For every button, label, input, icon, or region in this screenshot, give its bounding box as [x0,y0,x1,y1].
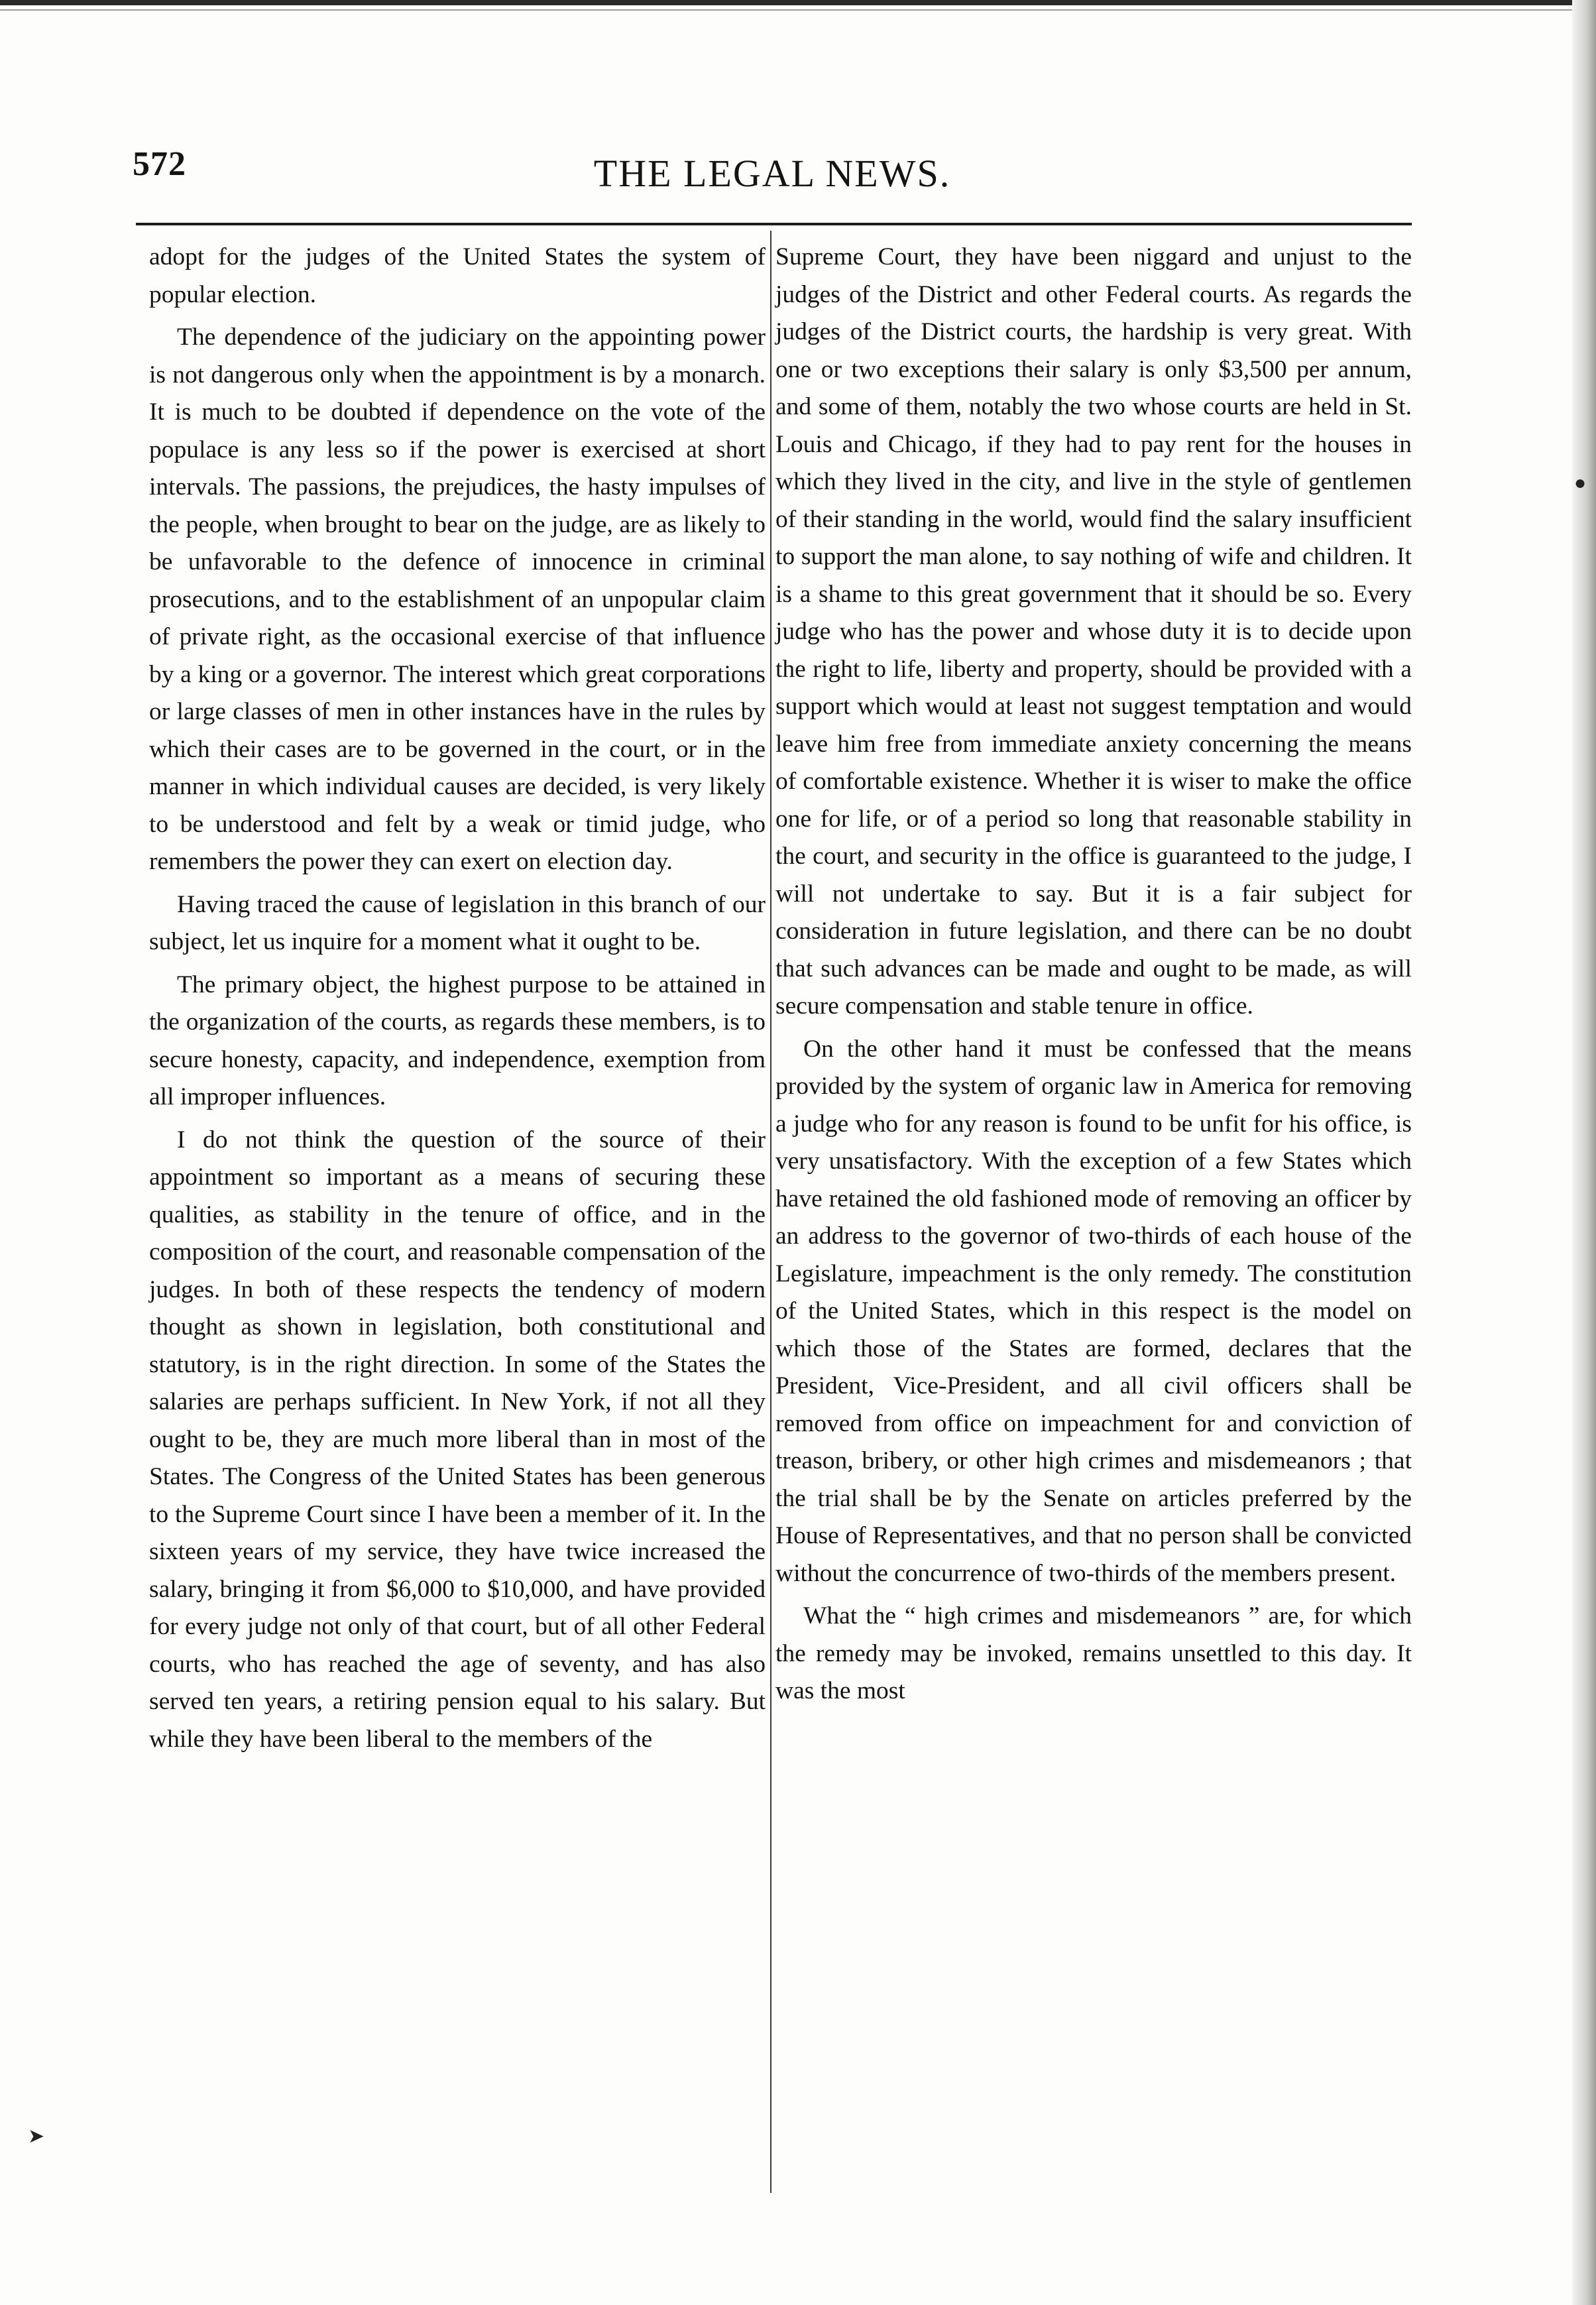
paragraph: Supreme Court, they have been niggard and unjust to the judges of the District and other Federal courts. As regards the judges of the District courts, the hardship is very great. With one or two exceptions their salary is only $3,500 per annum, and some of them, notably the two whose courts are held in St. Louis and Chicago, if they had to pay rent for the houses in which they lived in the city, and live in the style of gentlemen of their standing in the world, would find the salary insufficient to support the man alone, to say nothing of wife and children. It is a shame to this great government that it should be so. Every judge who has the power and whose duty it is to decide upon the right to life, liberty and property, should be provided with a support which would at least not suggest temptation and would leave him free from immediate anxiety concerning the means of comfortable existence. Whether it is wiser to make the office one for life, or of a period so long that reasonable stability in the court, and security in the office is guaranteed to the judge, I will not undertake to say. But it is a fair subject for consideration in future legislation, and there can be no doubt that such advances can be made and ought to be made, as will secure compensation and stable tenure in office. [775,243,1412,1020]
paragraph: adopt for the judges of the United States the system of popular election. [149,243,766,308]
header-rule [136,223,1412,225]
page-header [133,145,1412,204]
column-divider [770,231,771,2193]
page-number: 572 [133,145,186,183]
left-column [149,239,766,1763]
paragraph: I do not think the question of the source of their appointment so important as a means of securing these qualities, as stability in the tenure of office, and in the composition of the court, and reasonable compensation of the judges. In both of these respects the tendency of modern thought as shown in legislation, both constitutional and statutory, is in the right direction. In some of the States the salaries are perhaps sufficient. In New York, if not all they ought to be, they are much more liberal than in most of the States. The Congress of the United States has been generous to the Supreme Court since I have been a member of it. In the sixteen years of my service, they have twice increased the salary, bringing it from $6,000 to $10,000, and have provided for every judge not only of that court, but of all other Federal courts, who has reached the age of seventy, and has also served ten years, a retiring pension equal to his salary. But while they have been liberal to the members of the [149,1126,766,1753]
paragraph: What the “ high crimes and misdemeanors ” are, for which the remedy may be invoked, remains unsettled to this day. It was the most [775,1602,1412,1704]
paragraph: The dependence of the judiciary on the appointing power is not dangerous only when the appointment is by a monarch. It is much to be doubted if dependence on the vote of the populace is any less so if the power is exercised at short intervals. The passions, the prejudices, the hasty impulses of the people, when brought to bear on the judge, are as likely to be unfavorable to the defence of innocence in criminal prosecutions, and to the establishment of an unpopular claim of private right, as the occasional exercise of that influence by a king or a governor. The interest which great corporations or large classes of men in other instances have in the rules by which their cases are to be governed in the court, or in the manner in which individual causes are decided, is very likely to be understood and felt by a weak or timid judge, who remembers the power they can exert on election day. [149,324,766,875]
paragraph: The primary object, the highest purpose to be attained in the organization of the courts, as regards these members, is to secure honesty, capacity, and independence, exemption from all improper influences. [149,971,766,1110]
running-title: THE LEGAL NEWS. [593,152,951,195]
top-border-rule-thin [0,9,1596,11]
right-column [775,239,1412,1716]
page-edge-shadow [1572,0,1596,2305]
top-border-rule [0,0,1596,5]
margin-mark: ● [1574,472,1587,494]
paragraph: On the other hand it must be confessed that the means provided by the system of organic law in America for removing a judge who for any reason is found to be unfit for his office, is very unsatisfactory. With the exception of a few States which have retained the old fashioned mode of removing an officer by an address to the governor of two-thirds of each house of the Legislature, impeachment is the only remedy. The constitution of the United States, which in this respect is the model on which those of the States are formed, declares that the President, Vice-President, and all civil officers shall be removed from office on impeachment for and conviction of treason, bribery, or other high crimes and misdemeanors ; that the trial shall be by the Senate on articles preferred by the House of Representatives, and that no person shall be convicted without the concurrence of two-thirds of the members present. [775,1035,1412,1587]
paragraph: Having traced the cause of legislation in this branch of our subject, let us inquire for a moment what it ought to be. [149,890,766,955]
margin-mark: ➤ [28,2125,45,2147]
